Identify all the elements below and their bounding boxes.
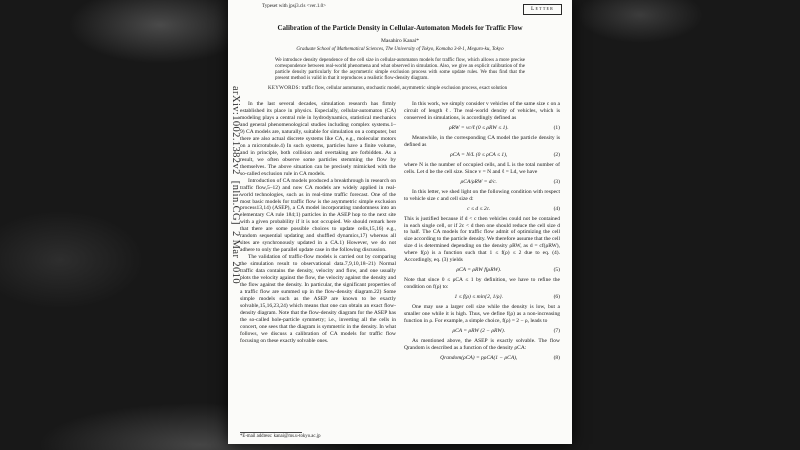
equation-8 — [404, 355, 560, 362]
keywords-line — [268, 86, 532, 92]
letter-badge: Letter — [523, 4, 562, 15]
equation-1 — [404, 125, 560, 132]
paragraph: This is justified because if d < c then vehicles could not be contained in each single cell, or if 2c < d then one should reduce the cell size d to half. The CA models for traffic flow admit of optimizing the cell size according to the particle density. We therefore assume that the cell size d is determined depending on the density ρRW, as d = cf(ρRW), where f(ρ) is a function such that 1 ≤ f(ρ) ≤ 2 due to eq. (4). Accordingly, eq. (3) yields — [404, 215, 560, 264]
equation-body: c ≤ d ≤ 2c. — [467, 205, 491, 212]
equation-body: ρCA = ρRW f(ρRW). — [456, 267, 502, 274]
arxiv-stamp: arXiv:1002.1382v2 [nlin.CG] 2 Mar 2010 — [230, 86, 241, 284]
equation-7 — [404, 328, 560, 335]
equation-2 — [404, 152, 560, 159]
equation-body: ρRW = vc/ℓ (0 ≤ ρRW ≤ 1). — [449, 124, 509, 131]
equation-number: (4) — [553, 205, 560, 212]
footnote-text: *E-mail address: kanai@ms.u-tokyo.ac.jp — [240, 434, 321, 439]
equation-number: (7) — [553, 328, 560, 335]
keywords-label: KEYWORDS: — [268, 85, 301, 91]
paragraph: As mentioned above, the ASEP is exactly solvable. The flow Qrandom is described as a function of the density ρCA: — [404, 338, 560, 352]
equation-6 — [404, 294, 560, 301]
paragraph: Note that since 0 ≤ ρCA ≤ 1 by definition, we have to refine the condition on f(ρ) to: — [404, 277, 560, 291]
paper-page — [228, 0, 572, 444]
equation-number: (8) — [553, 355, 560, 362]
keywords-text: traffic flow, cellular automaton, stochastic model, asymmetric simple exclusion process, exact solution — [301, 85, 508, 91]
equation-body: ρCA/ρRW = d/c. — [460, 178, 497, 185]
equation-number: (3) — [553, 178, 560, 185]
equation-4 — [404, 206, 560, 213]
page-header — [228, 0, 572, 15]
author-name: Masahiro Kanai* — [380, 38, 420, 45]
equation-number: (2) — [553, 151, 560, 158]
equation-number: (6) — [553, 294, 560, 301]
paragraph: The validation of traffic-flow models is carried out by comparing the simulation result to observational data.7,9,10,18–21) Normal traffic data contains the density, velocity and flow, and one usually plots the velocity against the flow, the velocity against the density and the flow against the density. In particular, the significant properties of a traffic flow are summed up in the flow-density diagram.22) Some simple models such as the ASEP are known to be exactly solvable,15,16,23,24) which means that one can obtain an exact flow-density diagram. Note that the flow-density diagram for the ASEP has the so-called hole-particle symmetry; i.e., inverting all the cells in concert, one sees that the diagram is symmetric in the density. In what follows, we discuss a calibration of CA models for traffic flow focusing on these exactly solvable ones. — [240, 254, 396, 345]
equation-body: ρCA = ρRW (2 − ρRW). — [452, 328, 506, 335]
equation-body: 1 ≤ f(ρ) ≤ min{2, 1/ρ}. — [454, 294, 504, 301]
equation-number: (1) — [553, 124, 560, 131]
equation-body: Qrandom(ρCA) = pρCA(1 − ρCA), — [440, 355, 518, 362]
equation-3 — [404, 179, 560, 186]
paragraph: where N is the number of occupied cells, and L is the total number of cells. Let d be the cell size. Since v = N and ℓ = Ld, we have — [404, 161, 560, 175]
footnote — [240, 432, 398, 440]
equation-number: (5) — [553, 267, 560, 274]
paragraph: In this letter, we shed light on the following condition with respect to vehicle size c and cell size d: — [404, 188, 560, 202]
paragraph: Meanwhile, in the corresponding CA model the particle density is defined as — [404, 134, 560, 148]
paragraph: One may use a larger cell size while the density is low, but a smaller one while it is high. Thus, we define f(ρ) as a non-increasing function in ρ. For example, a simple choice, f(ρ) = 2 − ρ, leads to — [404, 304, 560, 325]
footnote-rule — [240, 432, 302, 433]
affiliation: Graduate School of Mathematical Sciences, The University of Tokyo, Komaba 3-8-1, Meguro-ku, Tokyo — [296, 47, 504, 53]
right-column — [404, 101, 560, 366]
abstract: We introduce density dependence of the cell size in cellular-automaton models for traffic flow, which allows a more precise correspondence between real-world phenomena and what observed in simulation. Also, we give an explicit calibration of the particle density particularly for the asymmetric simple exclusion process with some update rules. We thus find that the present method is valid in that it reproduces a realistic flow-density diagram. — [275, 58, 525, 81]
equation-body: ρCA = N/L (0 ≤ ρCA ≤ 1), — [450, 151, 508, 158]
paper-title: Calibration of the Particle Density in Cellular-Automaton Models for Traffic Flow — [277, 23, 523, 32]
equation-5 — [404, 267, 560, 274]
typeset-note: Typeset with jpsj3.cls <ver.1.0> — [262, 4, 326, 9]
paragraph: In the last several decades, simulation research has firmly established its place in physics. Especially, cellular-automaton (CA) modeling plays a central role in hydrodynamics, statistical mechanics and general phenomenological studies including complex systems.1–9) CA models are, naturally, suitable for simulation on a computer, but there are also actual discrete systems like CA, e.g., molecular motors on a microtubule.4) In such systems, particles have a finite volume, and in principle, both collision and overtaking are forbidden. As a result, we often observe some particles stemming the flow by themselves. The above situation can be precisely mimicked with the so-called exclusion rule in CA models. — [240, 100, 396, 177]
left-column — [240, 101, 396, 366]
body-columns — [228, 92, 572, 366]
paragraph: Introduction of CA models produced a breakthrough in research on traffic flow,5–12) and now CA models are widely applied in real-world technologies, such as in real-time traffic forecast. One of the most basic models for traffic flow is the asymmetric simple exclusion process13,14) (ASEP), a CA model incorporating randomness into an elementary CA rule 184;1) particles in the ASEP hop to the next site with a given probability if it is not occupied. We should remark here that there are some possible choices to update cells,15,16) e.g., random sequential updating and shuffled dynamics,17) whereas all sites are synchronously updated in a CA.1) However, we do not adhere to only the parallel update case in the following discussion. — [240, 177, 396, 254]
paragraph: In this work, we simply consider v vehicles of the same size c on a circuit of length ℓ. The real-world density of vehicles, which is conserved in simulations, is accordingly defined as — [404, 100, 560, 121]
